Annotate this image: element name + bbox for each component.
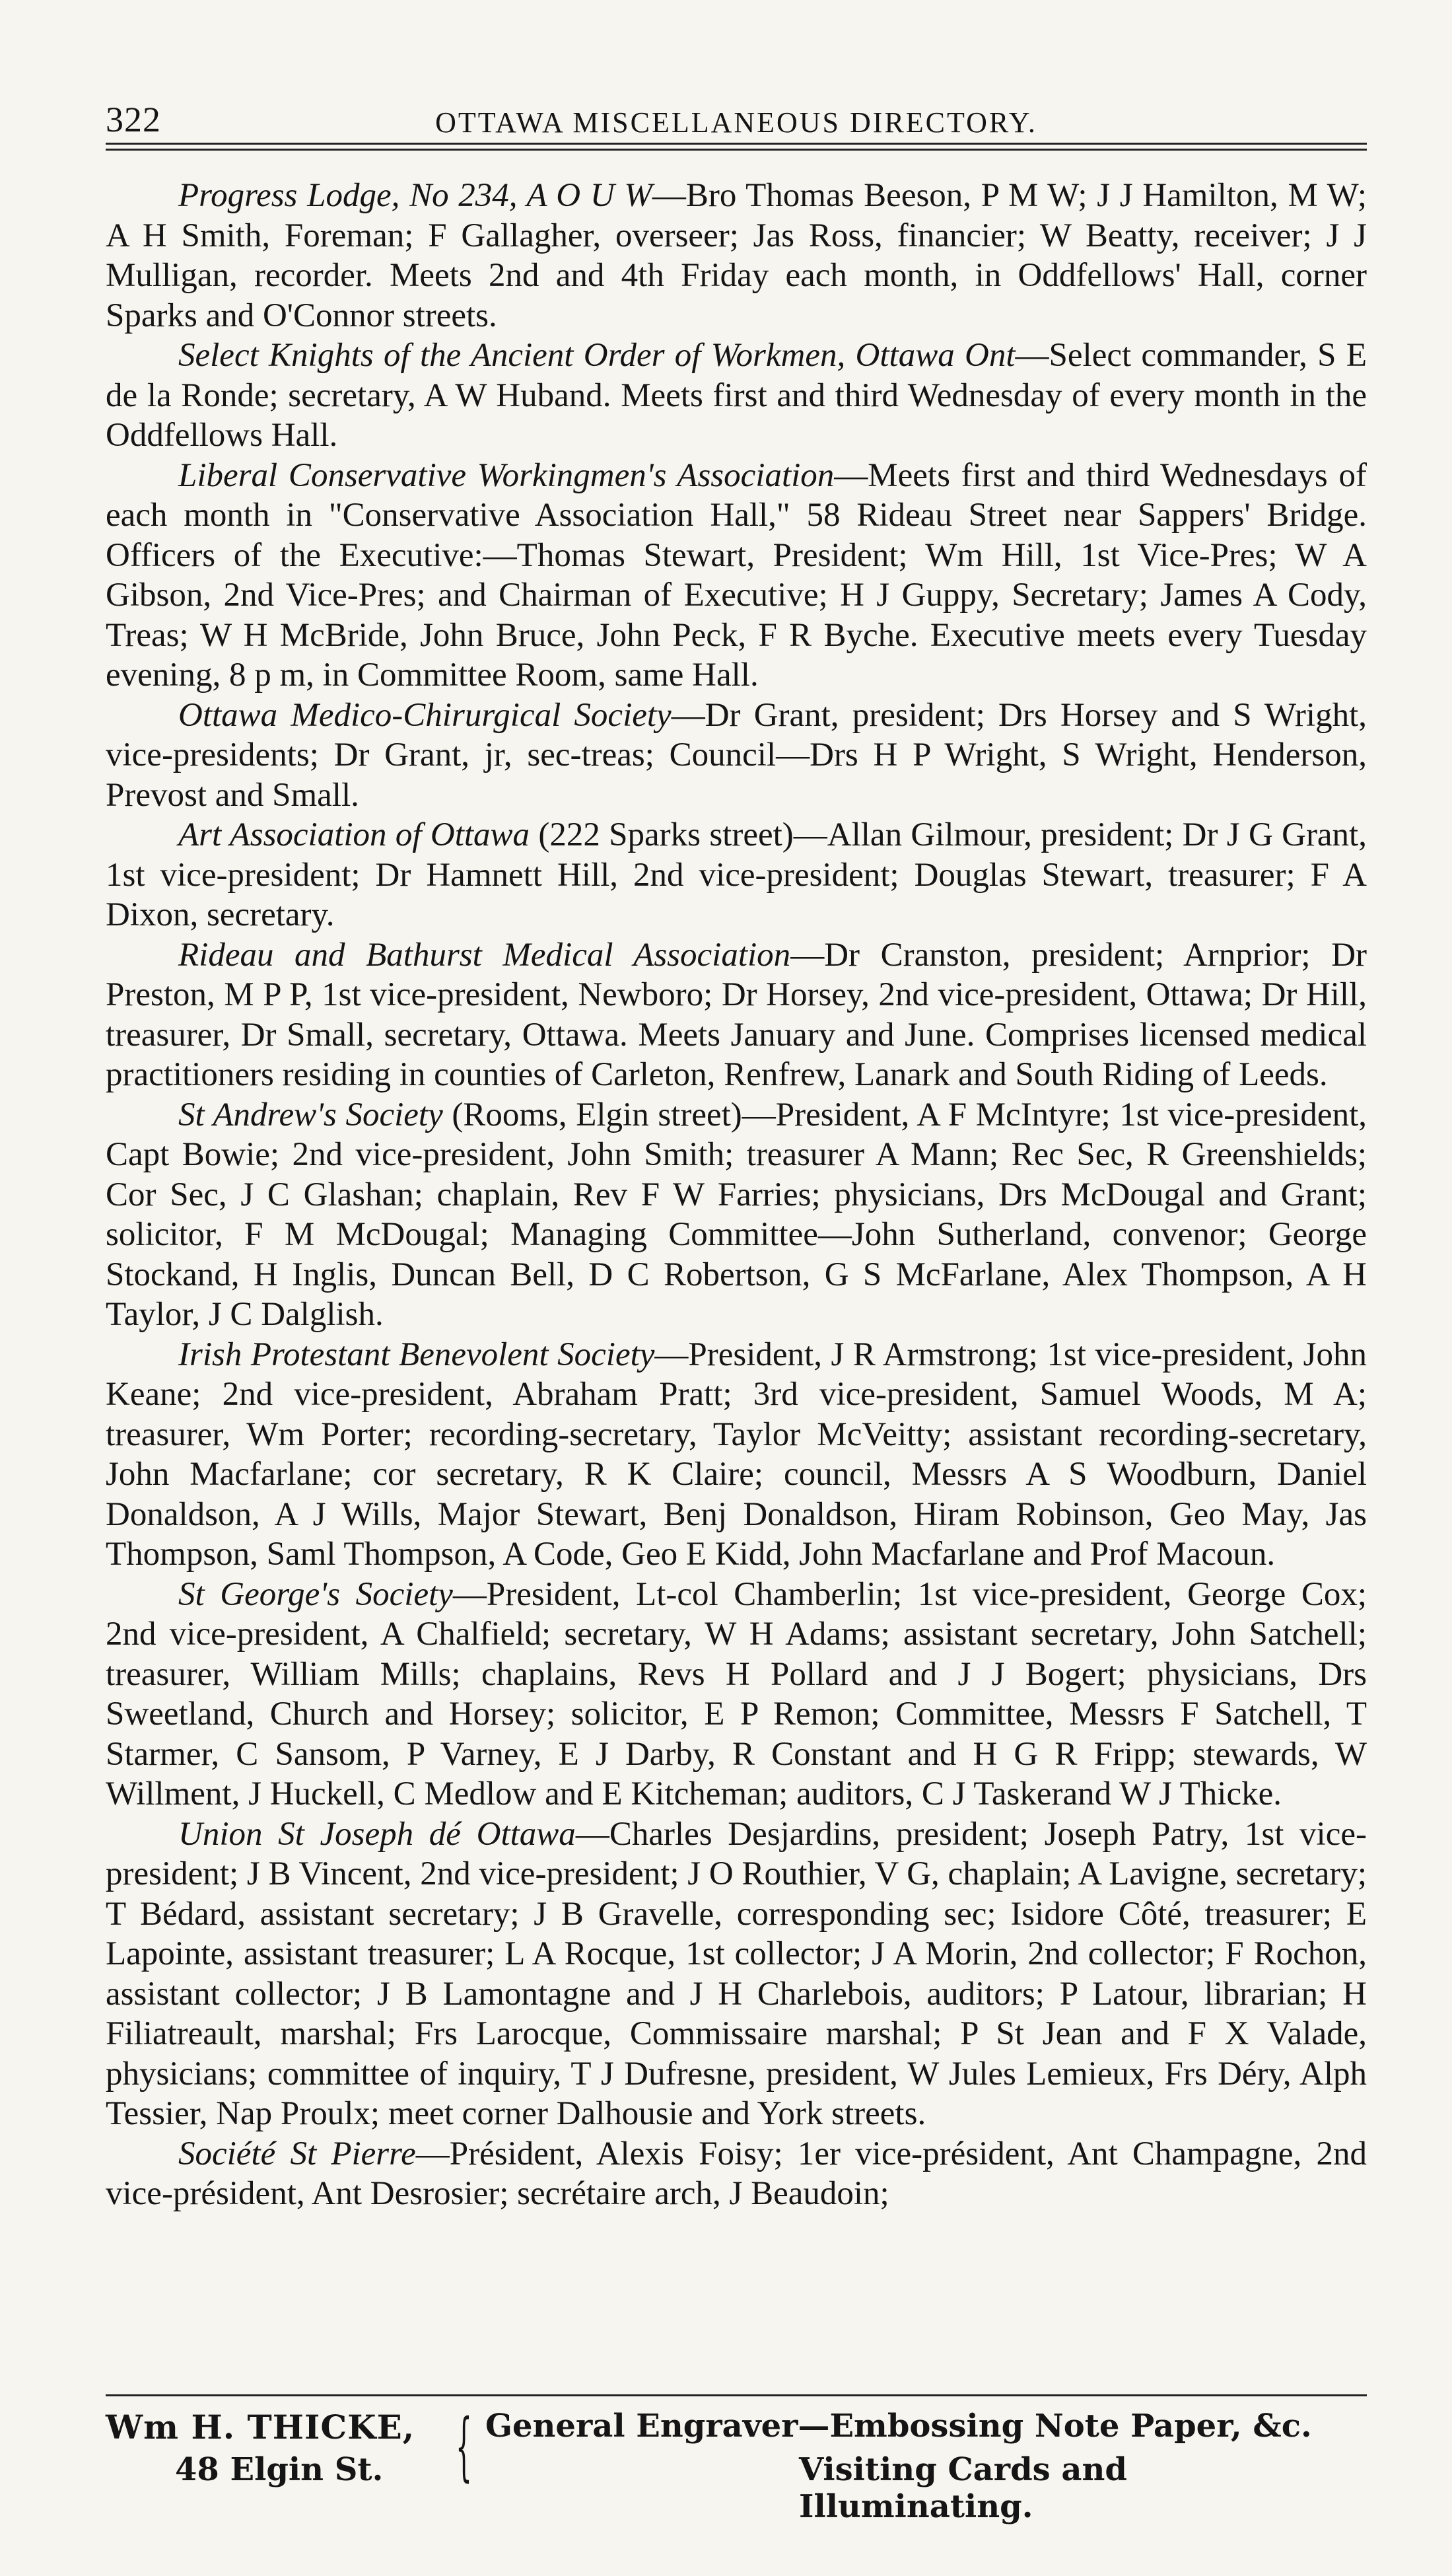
entry-text: —Charles Desjardins, president; Joseph Patry, 1st vice-president; J B Vincent, 2nd vice-president; J O Routhier, V G, chaplain; A Lavigne, secretary; T Bédard, assistant secretary; J B Gravelle, corresponding sec; Isidore Côté, treasurer; E Lapointe, assistant treasurer; L A Rocque, 1st collector; J A Morin, 2nd collector; F Rochon, assistant collector; J B Lamontagne and J H Charlebois, auditors; P Latour, librarian; H Filiatreault, marshal; Frs Larocque, Commissaire marshal; P St Jean and F X Valade, physicians; committee of inquiry, T J Dufresne, president, W Jules Lemieux, Frs Déry, Alph Tessier, Nap Proulx; meet corner Dalhousie and York streets.: [106, 1815, 1367, 2132]
running-title: OTTAWA MISCELLANEOUS DIRECTORY.: [435, 106, 1037, 139]
advertiser-address: 48 Elgin St.: [175, 2451, 384, 2488]
entry-text: —President, J R Armstrong; 1st vice-president, John Keane; 2nd vice-president, Abraham Pratt; 3rd vice-president, Samuel Woods, M A; treasurer, Wm Porter; recording-secretary, Taylor McVeitty; assistant recording-secretary, John Macfarlane; cor secretary, R K Claire; council, Messrs A S Woodburn, Daniel Donaldson, A J Wills, Major Stewart, Benj Donaldson, Hiram Robinson, Geo May, Jas Thompson, Saml Thompson, A Code, Geo E Kidd, John Macfarlane and Prof Macoun.: [106, 1336, 1367, 1573]
entry-text: (Rooms, Elgin street)—President, A F McIntyre; 1st vice-president, Capt Bowie; 2nd vice-president, John Smith; treasurer A Mann; Rec Sec, R Greenshields; Cor Sec, J C Glashan; chaplain, Rev F W Farries; physicians, Drs McDougal and Grant; solicitor, F M McDougal; Managing Committee—John Sutherland, convenor; George Stockand, H Inglis, Duncan Bell, D C Robertson, G S McFarlane, Alex Thompson, A H Taylor, J C Dalglish.: [106, 1096, 1367, 1333]
entry-name: Union St Joseph dé Ottawa: [178, 1815, 576, 1853]
entry-name: Société St Pierre: [178, 2135, 416, 2172]
entry-text: —Meets first and third Wednesdays of each month in "Conservative Association Hall," 58 Rideau Street near Sappers' Bridge. Officers of the Executive:—Thomas Stewart, President; Wm Hill, 1st Vice-Pres; W A Gibson, 2nd Vice-Pres; and Chairman of Executive; H J Guppy, Secretary; James A Cody, Treas; W H McBride, John Bruce, John Peck, F R Byche. Executive meets every Tuesday evening, 8 p m, in Committee Room, same Hall.: [106, 456, 1367, 694]
entry-name: Art Association of Ottawa: [178, 816, 530, 853]
entry-name: Irish Protestant Benevolent Society: [178, 1336, 655, 1373]
entry-irish-protestant: [106, 1335, 1367, 1575]
entry-rideau-bathurst: [106, 935, 1367, 1095]
entry-st-georges: [106, 1575, 1367, 1814]
entry-art-association: [106, 815, 1367, 935]
entry-name: St Andrew's Society: [178, 1096, 443, 1133]
footer-rule: [106, 2394, 1367, 2396]
advertiser-name: Wm H. THICKE,: [106, 2408, 415, 2447]
entry-text: —President, Lt-col Chamberlin; 1st vice-president, George Cox; 2nd vice-president, A Chalfield; secretary, W H Adams; assistant secretary, John Satchell; treasurer, William Mills; chaplains, Revs H Pollard and J J Bogert; physicians, Drs Sweetland, Church and Horsey; solicitor, E P Remon; Committee, Messrs F Satchell, T Starmer, C Sansom, P Varney, E J Darby, R Constant and H G R Fripp; stewards, W Willment, J Huckell, C Medlow and E Kitcheman; auditors, C J Taskerand W J Thicke.: [106, 1575, 1367, 1812]
entry-text: —Select commander, S E de la Ronde; secretary, A W Huband. Meets first and third Wednesday of every month in the Oddfellows Hall.: [106, 337, 1367, 454]
entry-text: —Dr Grant, president; Drs Horsey and S Wright, vice-presidents; Dr Grant, jr, sec-treas; Council—Drs H P Wright, S Wright, Henderson, Prevost and Small.: [106, 696, 1367, 814]
entry-union-st-joseph: [106, 1814, 1367, 2134]
entry-liberal-conservative: [106, 456, 1367, 696]
page-number: 322: [106, 100, 161, 139]
page-header: [106, 73, 1367, 139]
entries-list: [106, 176, 1367, 2214]
entry-name: St George's Society: [178, 1575, 453, 1613]
entry-st-andrews: [106, 1095, 1367, 1335]
entry-name: Select Knights of the Ancient Order of Workmen, Ottawa Ont: [178, 337, 1016, 374]
entry-name: Ottawa Medico-Chirurgical Society: [178, 696, 672, 734]
advert-services-line2: Visiting Cards and Illuminating.: [799, 2451, 1127, 2525]
advertisement: [106, 2404, 1367, 2525]
entry-text: —Président, Alexis Foisy; 1er vice-président, Ant Champagne, 2nd vice-président, Ant Desrosier; secrétaire arch, J Beaudoin;: [106, 2135, 1367, 2212]
entry-name: Liberal Conservative Workingmen's Association: [178, 456, 835, 494]
entry-societe-st-pierre: [106, 2134, 1367, 2214]
entry-medico-chirurgical: [106, 696, 1367, 816]
entry-text: —Dr Cranston, president; Arnprior; Dr Preston, M P P, 1st vice-president, Newboro; Dr Horsey, 2nd vice-president, Ottawa; Dr Hill, treasurer, Dr Small, secretary, Ottawa. Meets January and June. Comprises licensed medical practitioners residing in counties of Carleton, Renfrew, Lanark and South Riding of Leeds.: [106, 936, 1367, 1093]
entry-text: —Bro Thomas Beeson, P M W; J J Hamilton, M W; A H Smith, Foreman; F Gallagher, overseer; Jas Ross, financier; W Beatty, receiver; J J Mulligan, recorder. Meets 2nd and 4th Friday each month, in Oddfellows' Hall, corner Sparks and O'Connor streets.: [106, 177, 1367, 334]
directory-page: [106, 73, 1367, 2525]
entry-text: (222 Sparks street)—Allan Gilmour, president; Dr J G Grant, 1st vice-president; Dr Hamnett Hill, 2nd vice-president; Douglas Stewart, treasurer; F A Dixon, secretary.: [106, 816, 1367, 933]
advert-services-line1: General Engraver—Embossing Note Paper, &c.: [485, 2408, 1312, 2445]
entry-progress-lodge: [106, 176, 1367, 336]
entry-name: Progress Lodge, No 234, A O U W: [178, 177, 652, 214]
entry-name: Rideau and Bathurst Medical Association: [178, 936, 791, 974]
header-rule: [106, 143, 1367, 151]
brace-divider: {: [456, 2404, 472, 2489]
entry-select-knights: [106, 336, 1367, 456]
